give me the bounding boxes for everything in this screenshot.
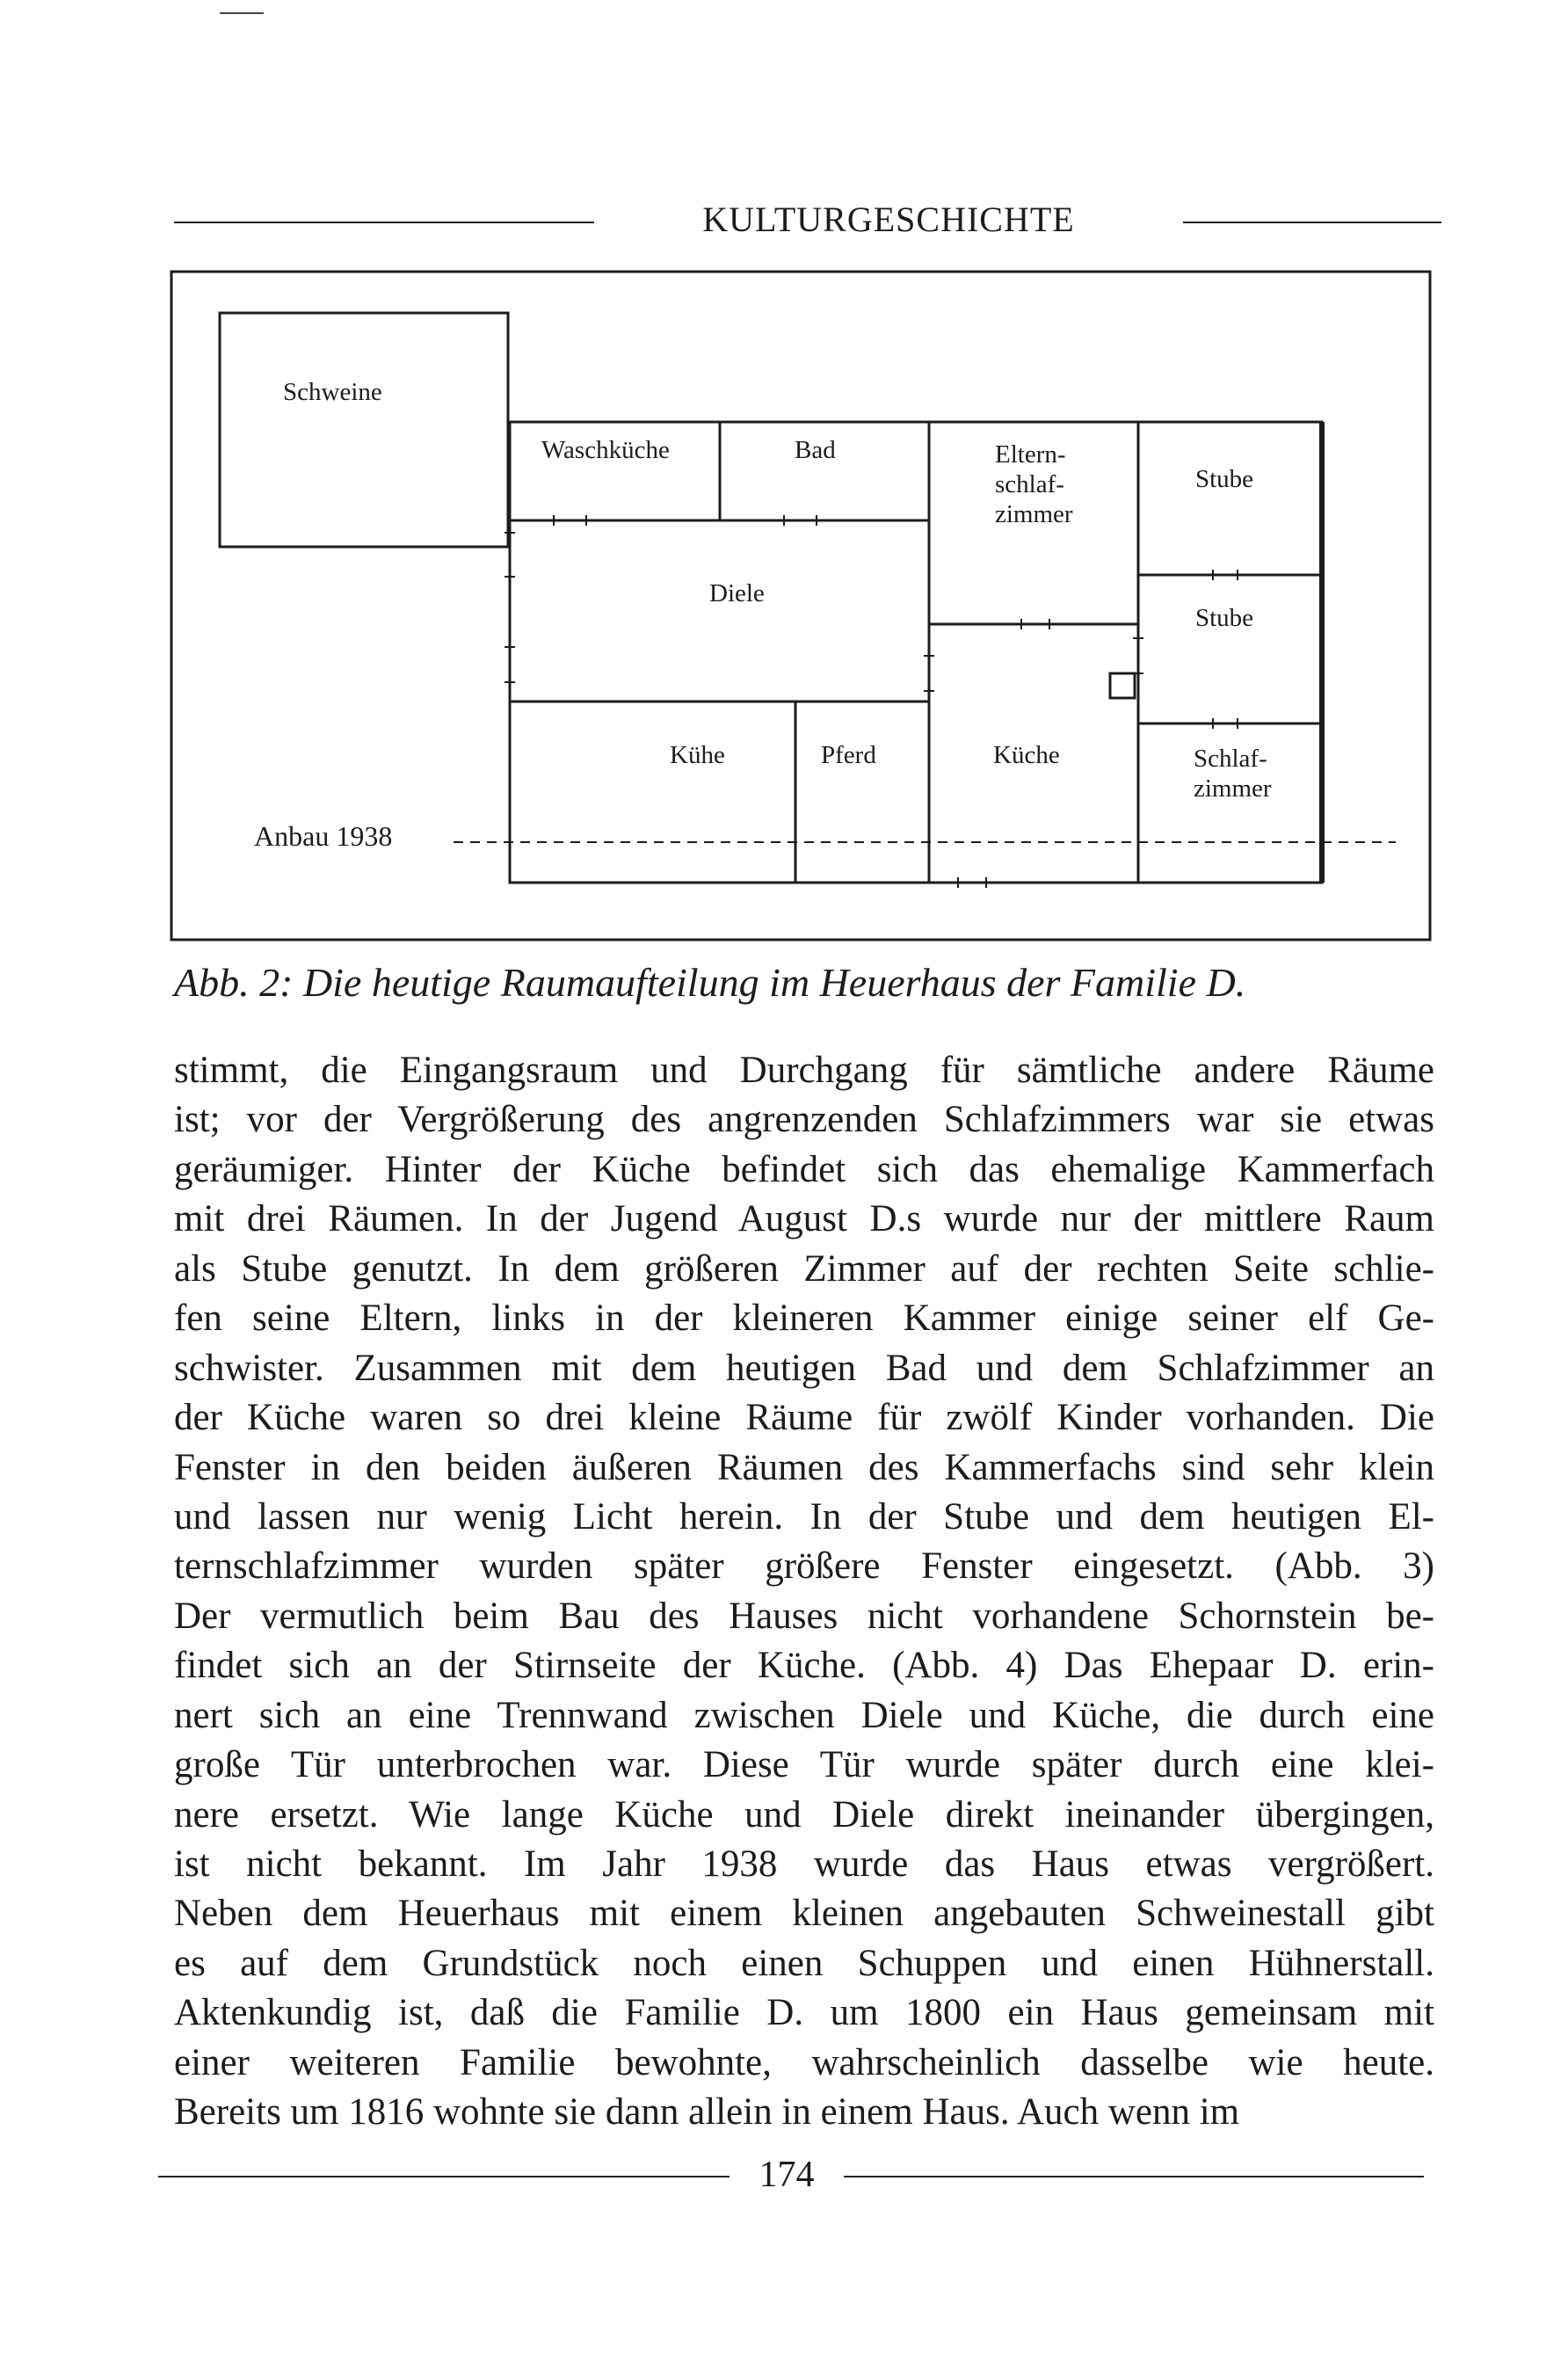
running-header <box>174 200 1441 239</box>
text-line: Aktenkundig ist, daß die Familie D. um 1800 ein Haus gemeinsam mit <box>174 1992 1434 2034</box>
header-rule-left <box>174 222 594 223</box>
text-line: und lassen nur wenig Licht herein. In der Stube und dem heutigen El- <box>174 1495 1434 1538</box>
text-line: fen seine Eltern, links in der kleineren Kammer einige seiner elf Ge- <box>174 1298 1434 1340</box>
corner-mark <box>220 12 264 14</box>
text-line: nere ersetzt. Wie lange Küche und Diele direkt ineinander übergingen, <box>174 1793 1434 1836</box>
label-stube-top: Stube <box>1195 465 1254 493</box>
text-line: Der vermutlich beim Bau des Hauses nicht vorhandene Schornstein be- <box>174 1595 1434 1637</box>
running-head-title: KULTURGESCHICHTE <box>702 200 1075 239</box>
footer-rule-left <box>158 2176 730 2177</box>
figure-caption: Abb. 2: Die heutige Raumaufteilung im Heuerhaus der Familie D. <box>174 960 1246 1005</box>
text-line: ist nicht bekannt. Im Jahr 1938 wurde das Haus etwas vergrößert. <box>174 1843 1434 1885</box>
text-line: ternschlafzimmer wurden später größere Fenster eingesetzt. (Abb. 3) <box>174 1545 1434 1588</box>
label-waschkueche: Waschküche <box>541 436 670 464</box>
label-schlafzimmer-1: Schlaf- <box>1194 745 1267 773</box>
label-kuehe: Kühe <box>670 741 725 769</box>
label-anbau: Anbau 1938 <box>254 820 393 852</box>
text-line: als Stube genutzt. In dem größeren Zimmer auf der rechten Seite schlie- <box>174 1247 1434 1290</box>
label-schweine: Schweine <box>283 378 382 406</box>
text-line: nert sich an eine Trennwand zwischen Diele und Küche, die durch eine <box>174 1694 1434 1736</box>
text-line: es auf dem Grundstück noch einen Schuppen und einen Hühnerstall. <box>174 1942 1434 1984</box>
text-line: mit drei Räumen. In der Jugend August D.s wurde nur der mittlere Raum <box>174 1198 1434 1240</box>
floor-plan-figure <box>169 269 1433 942</box>
text-line: schwister. Zusammen mit dem heutigen Bad und dem Schlafzimmer an <box>174 1347 1434 1389</box>
text-line: große Tür unterbrochen war. Diese Tür wurde später durch eine klei- <box>174 1744 1434 1786</box>
label-stube-middle: Stube <box>1195 604 1254 632</box>
text-line: ist; vor der Vergrößerung des angrenzenden Schlafzimmers war sie etwas <box>174 1099 1434 1141</box>
text-line: Bereits um 1816 wohnte sie dann allein in einem Haus. Auch wenn im <box>174 2091 1240 2134</box>
text-line: findet sich an der Stirnseite der Küche. (Abb. 4) Das Ehepaar D. erin- <box>174 1645 1434 1687</box>
label-pferd: Pferd <box>821 741 876 769</box>
label-elternschlafzimmer-2: schlaf- <box>995 470 1064 498</box>
footer-rule-right <box>844 2176 1424 2177</box>
label-kueche: Küche <box>993 741 1060 769</box>
chimney <box>1110 673 1135 698</box>
page-number: 174 <box>759 2155 815 2195</box>
label-bad: Bad <box>795 436 836 464</box>
label-elternschlafzimmer-3: zimmer <box>995 500 1073 528</box>
text-line: stimmt, die Eingangsraum und Durchgang für sämtliche andere Räume <box>174 1050 1434 1091</box>
text-line: geräumiger. Hinter der Küche befindet sich das ehemalige Kammerfach <box>174 1148 1434 1190</box>
label-schlafzimmer-2: zimmer <box>1194 774 1272 803</box>
body-text <box>174 1046 1434 2138</box>
text-line: der Küche waren so drei kleine Räume für zwölf Kinder vorhanden. Die <box>174 1397 1434 1439</box>
text-line: einer weiteren Familie bewohnte, wahrscheinlich dasselbe wie heute. <box>174 2041 1434 2083</box>
text-line: Fenster in den beiden äußeren Räumen des Kammerfachs sind sehr klein <box>174 1446 1434 1488</box>
page-footer <box>158 2151 1424 2199</box>
floor-plan-drawing <box>169 269 1433 942</box>
label-elternschlafzimmer-1: Eltern- <box>995 440 1066 469</box>
header-rule-right <box>1183 222 1441 223</box>
label-diele: Diele <box>709 579 765 607</box>
room-schweine <box>220 313 508 547</box>
text-line: Neben dem Heuerhaus mit einem kleinen angebauten Schweinestall gibt <box>174 1893 1434 1935</box>
